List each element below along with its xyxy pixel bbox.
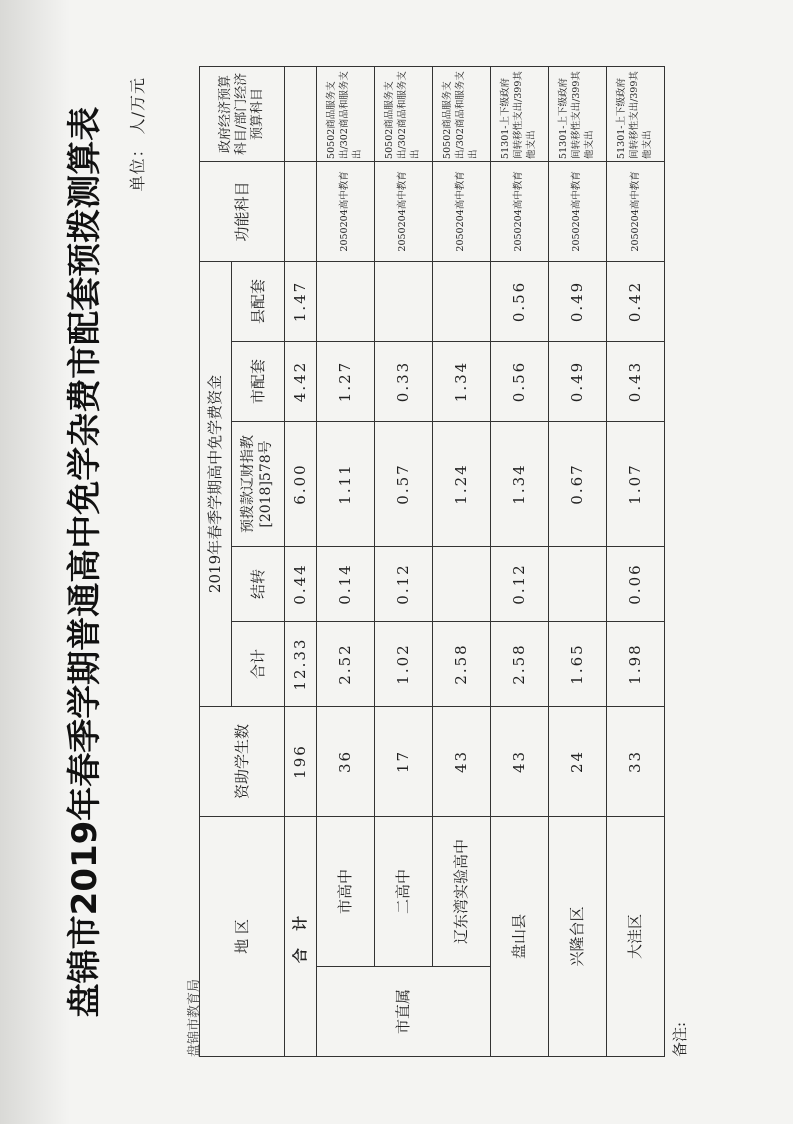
total-students: 196 — [284, 707, 316, 817]
row-prealloc: 1.24 — [432, 422, 490, 547]
table-row — [432, 66, 490, 1056]
row-carryover: 0.14 — [316, 547, 374, 622]
row-students: 36 — [316, 707, 374, 817]
row-city: 0.49 — [548, 342, 606, 422]
header-region: 地 区 — [199, 817, 284, 1057]
total-total: 12.33 — [284, 622, 316, 707]
header-funds-group: 2019年春季学期高中免学费资金 — [199, 261, 231, 706]
row-students: 33 — [606, 707, 664, 817]
header-county: 县配套 — [231, 261, 284, 341]
row-name: 辽东湾实验高中 — [432, 817, 490, 967]
row-name: 二高中 — [374, 817, 432, 967]
row-prealloc: 1.34 — [490, 422, 548, 547]
row-name: 盘山县 — [490, 817, 548, 1057]
row-students: 24 — [548, 707, 606, 817]
header-carryover: 结转 — [231, 547, 284, 622]
row-students: 17 — [374, 707, 432, 817]
unit-label: 单位： 人/万元 — [127, 77, 147, 192]
total-func — [284, 161, 316, 261]
row-city: 1.27 — [316, 342, 374, 422]
row-county — [374, 261, 432, 341]
allocation-table — [199, 66, 665, 1057]
total-econ — [284, 66, 316, 161]
group-label-city-direct: 市直属 — [316, 967, 490, 1057]
row-func: 2050204高中教育 — [316, 161, 374, 261]
row-func: 2050204高中教育 — [432, 161, 490, 261]
row-students: 43 — [432, 707, 490, 817]
row-name: 大洼区 — [606, 817, 664, 1057]
table-row — [316, 66, 374, 1056]
row-name: 兴隆台区 — [548, 817, 606, 1057]
row-county: 0.56 — [490, 261, 548, 341]
total-carryover: 0.44 — [284, 547, 316, 622]
note-label: 备注: — [670, 1021, 689, 1057]
table-row — [548, 66, 606, 1056]
row-func: 2050204高中教育 — [606, 161, 664, 261]
row-city: 0.33 — [374, 342, 432, 422]
table-row — [374, 66, 432, 1056]
row-total: 1.02 — [374, 622, 432, 707]
row-students: 43 — [490, 707, 548, 817]
row-carryover: 0.06 — [606, 547, 664, 622]
table-row — [490, 66, 548, 1056]
row-func: 2050204高中教育 — [490, 161, 548, 261]
row-carryover: 0.12 — [490, 547, 548, 622]
row-city: 0.43 — [606, 342, 664, 422]
total-county: 1.47 — [284, 261, 316, 341]
row-name: 市高中 — [316, 817, 374, 967]
header-students: 资助学生数 — [199, 707, 284, 817]
row-econ: 50502商品服务支出/302商品和服务支出 — [432, 66, 490, 161]
header-prealloc: 预拨款辽财指教[2018]578号 — [231, 422, 284, 547]
row-econ: 51301-上下级政府间转移性支出/399其他支出 — [606, 66, 664, 161]
row-county — [316, 261, 374, 341]
total-row — [284, 66, 316, 1056]
header-city: 市配套 — [231, 342, 284, 422]
row-func: 2050204高中教育 — [374, 161, 432, 261]
row-prealloc: 1.11 — [316, 422, 374, 547]
row-county: 0.42 — [606, 261, 664, 341]
row-total: 1.98 — [606, 622, 664, 707]
row-carryover — [548, 547, 606, 622]
row-city: 1.34 — [432, 342, 490, 422]
header-func: 功能科目 — [199, 161, 284, 261]
table-row — [606, 66, 664, 1056]
total-label: 合 计 — [284, 817, 316, 1057]
row-prealloc: 1.07 — [606, 422, 664, 547]
header-econ: 政府经济预算科目/部门经济预算科目 — [199, 66, 284, 161]
header-total: 合计 — [231, 622, 284, 707]
row-total: 2.58 — [490, 622, 548, 707]
row-func: 2050204高中教育 — [548, 161, 606, 261]
row-carryover — [432, 547, 490, 622]
row-total: 2.58 — [432, 622, 490, 707]
row-total: 2.52 — [316, 622, 374, 707]
row-county — [432, 261, 490, 341]
row-total: 1.65 — [548, 622, 606, 707]
row-carryover: 0.12 — [374, 547, 432, 622]
agency-name: 盘锦市教育局 — [186, 978, 202, 1057]
document-title: 盘锦市2019年春季学期普通高中免学杂费市配套预拨测算表 — [64, 106, 105, 1018]
row-prealloc: 0.57 — [374, 422, 432, 547]
row-econ: 51301-上下级政府间转移性支出/399其他支出 — [490, 66, 548, 161]
row-county: 0.49 — [548, 261, 606, 341]
row-prealloc: 0.67 — [548, 422, 606, 547]
row-econ: 51301-上下级政府间转移性支出/399其他支出 — [548, 66, 606, 161]
total-prealloc: 6.00 — [284, 422, 316, 547]
header-row-1 — [199, 66, 231, 1056]
total-city: 4.42 — [284, 342, 316, 422]
row-econ: 50502商品服务支出/302商品和服务支出 — [316, 66, 374, 161]
row-econ: 50502商品服务支出/302商品和服务支出 — [374, 66, 432, 161]
rotated-document-page — [47, 37, 747, 1087]
row-city: 0.56 — [490, 342, 548, 422]
